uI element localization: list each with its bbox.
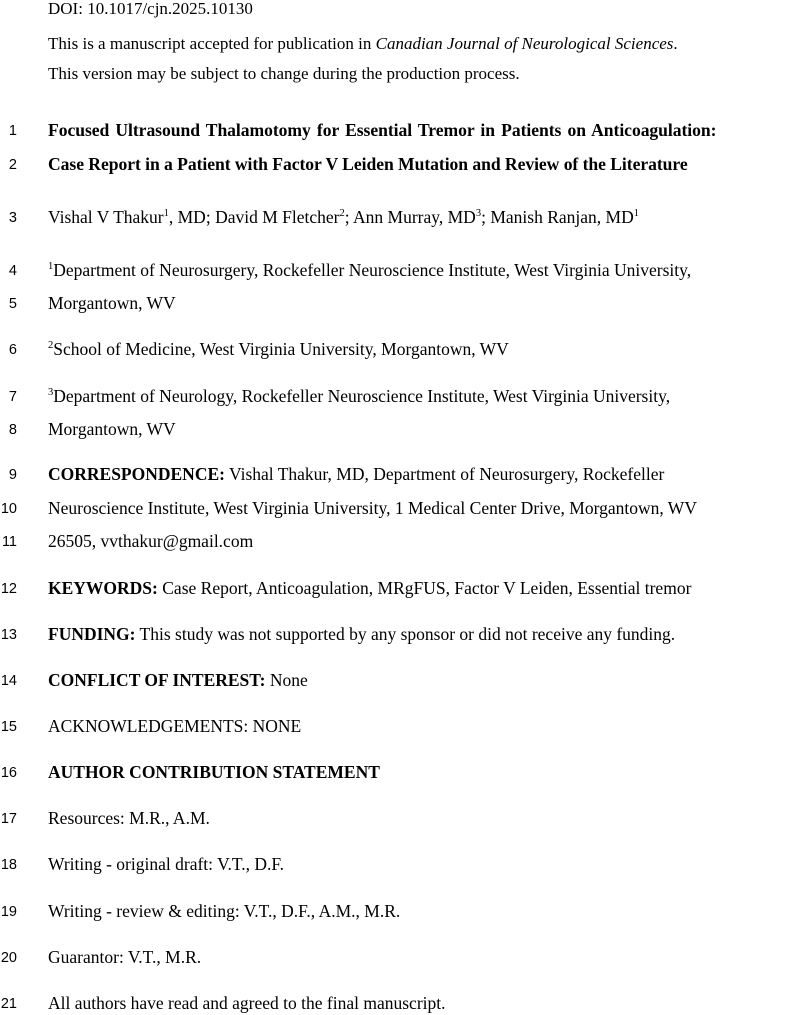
author-name: Manish Ranjan, MD — [490, 207, 634, 227]
version-note — [48, 64, 520, 84]
affiliation-2 — [48, 337, 509, 361]
line-number: 20 — [0, 950, 17, 966]
line-number: 5 — [8, 296, 17, 312]
funding — [48, 622, 675, 646]
line-number: 14 — [0, 673, 17, 689]
manuscript-line-7 — [0, 384, 800, 408]
line-number: 13 — [0, 627, 17, 643]
affiliation-mark: 3 — [48, 387, 54, 398]
contribution-item: Guarantor: V.T., M.R. — [48, 947, 202, 967]
line-number: 1 — [8, 123, 17, 139]
author-list — [48, 205, 639, 229]
publication-notice — [48, 34, 678, 54]
correspondence-text: Vishal Thakur, MD, Department of Neurosurgery, Rockefeller — [224, 464, 665, 484]
line-number: 21 — [0, 996, 17, 1012]
affiliation-text: Department of Neurosurgery, Rockefeller Neuroscience Institute, West Virginia University, — [53, 260, 692, 280]
affiliation-mark: 1 — [48, 261, 54, 272]
manuscript-line-18 — [0, 852, 800, 876]
author-affiliation-mark: 3 — [475, 208, 482, 219]
manuscript-line-14 — [0, 668, 800, 692]
line-number: 6 — [8, 342, 17, 358]
manuscript-line-6 — [0, 337, 800, 361]
line-number: 17 — [0, 811, 17, 827]
affiliation-3-continued: Morgantown, WV — [48, 419, 176, 439]
author-separator: ; — [481, 207, 491, 227]
manuscript-line-5 — [0, 291, 800, 315]
acknowledgements: ACKNOWLEDGEMENTS: NONE — [48, 716, 302, 736]
doi-text: DOI: 10.1017/cjn.2025.10130 — [48, 0, 253, 18]
line-number: 9 — [8, 467, 17, 483]
affiliation-3 — [48, 384, 670, 408]
correspondence — [48, 462, 664, 486]
affiliation-mark: 2 — [48, 340, 54, 351]
final-statement: All authors have read and agreed to the final manuscript. — [48, 993, 446, 1013]
manuscript-line-17 — [0, 806, 800, 830]
manuscript-line-20 — [0, 945, 800, 969]
manuscript-line-13 — [0, 622, 800, 646]
affiliation-text: Department of Neurology, Rockefeller Neuroscience Institute, West Virginia University, — [53, 386, 671, 406]
contribution-item: Writing - review & editing: V.T., D.F., A.M., M.R. — [48, 901, 401, 921]
author-name: David M Fletcher — [215, 207, 340, 227]
funding-text: This study was not supported by any sponsor or did not receive any funding. — [135, 624, 676, 644]
keywords-label: KEYWORDS: — [48, 578, 158, 598]
contribution-item: Resources: M.R., A.M. — [48, 808, 210, 828]
manuscript-line-4 — [0, 258, 800, 282]
manuscript-line-16 — [0, 760, 800, 784]
line-number: 3 — [8, 210, 17, 226]
contribution-item: Writing - original draft: V.T., D.F. — [48, 854, 285, 874]
line-number: 16 — [0, 765, 17, 781]
title-line-1: Focused Ultrasound Thalamotomy for Essential Tremor in Patients on Anticoagulation: — [48, 120, 717, 140]
manuscript-line-15 — [0, 714, 800, 738]
line-number: 11 — [1, 534, 17, 550]
line-number: 19 — [0, 904, 17, 920]
manuscript-line-10 — [0, 496, 800, 520]
author-separator: ; — [344, 207, 354, 227]
affiliation-text: School of Medicine, West Virginia University, Morgantown, WV — [53, 339, 509, 359]
correspondence-address-email: 26505, vvthakur@gmail.com — [48, 531, 254, 551]
manuscript-line-9 — [0, 462, 800, 486]
notice-prefix: This is a manuscript accepted for publication in — [48, 34, 376, 53]
doi-line — [48, 0, 253, 19]
correspondence-continued: Neuroscience Institute, West Virginia University, 1 Medical Center Drive, Morgantown, WV — [48, 498, 697, 518]
author-name: Ann Murray, MD — [353, 207, 476, 227]
line-number: 8 — [8, 422, 17, 438]
line-number: 15 — [0, 719, 17, 735]
title-line-2: Case Report in a Patient with Factor V Leiden Mutation and Review of the Literature — [48, 154, 688, 174]
affiliation-1-continued: Morgantown, WV — [48, 293, 176, 313]
affiliation-1 — [48, 258, 691, 282]
journal-name: Canadian Journal of Neurological Sciences — [375, 34, 674, 53]
contribution-heading: AUTHOR CONTRIBUTION STATEMENT — [48, 762, 380, 782]
line-number: 18 — [0, 857, 17, 873]
manuscript-line-21 — [0, 991, 800, 1015]
conflict-of-interest — [48, 668, 308, 692]
keywords-text: Case Report, Anticoagulation, MRgFUS, Factor V Leiden, Essential tremor — [157, 578, 692, 598]
line-number: 2 — [8, 157, 17, 173]
keywords — [48, 576, 691, 600]
manuscript-line-12 — [0, 576, 800, 600]
manuscript-line-8 — [0, 417, 800, 441]
author-separator: , MD; — [168, 207, 216, 227]
author-affiliation-mark: 1 — [633, 208, 639, 219]
conflict-text: None — [265, 670, 308, 690]
author-affiliation-mark: 1 — [163, 208, 169, 219]
manuscript-line-19 — [0, 899, 800, 923]
conflict-label: CONFLICT OF INTEREST: — [48, 670, 266, 690]
funding-label: FUNDING: — [48, 624, 136, 644]
correspondence-label: CORRESPONDENCE: — [48, 464, 225, 484]
manuscript-line-2 — [0, 152, 800, 176]
line-number: 7 — [8, 389, 17, 405]
line-number: 4 — [8, 263, 17, 279]
notice-suffix: . — [673, 34, 678, 53]
line-number: 10 — [0, 501, 17, 517]
manuscript-line-11 — [0, 529, 800, 553]
manuscript-line-3 — [0, 205, 800, 229]
author-affiliation-mark: 2 — [339, 208, 345, 219]
author-name: Vishal V Thakur — [48, 207, 164, 227]
manuscript-line-1 — [0, 118, 800, 142]
line-number: 12 — [0, 581, 17, 597]
version-note-text: This version may be subject to change during the production process. — [48, 64, 520, 83]
